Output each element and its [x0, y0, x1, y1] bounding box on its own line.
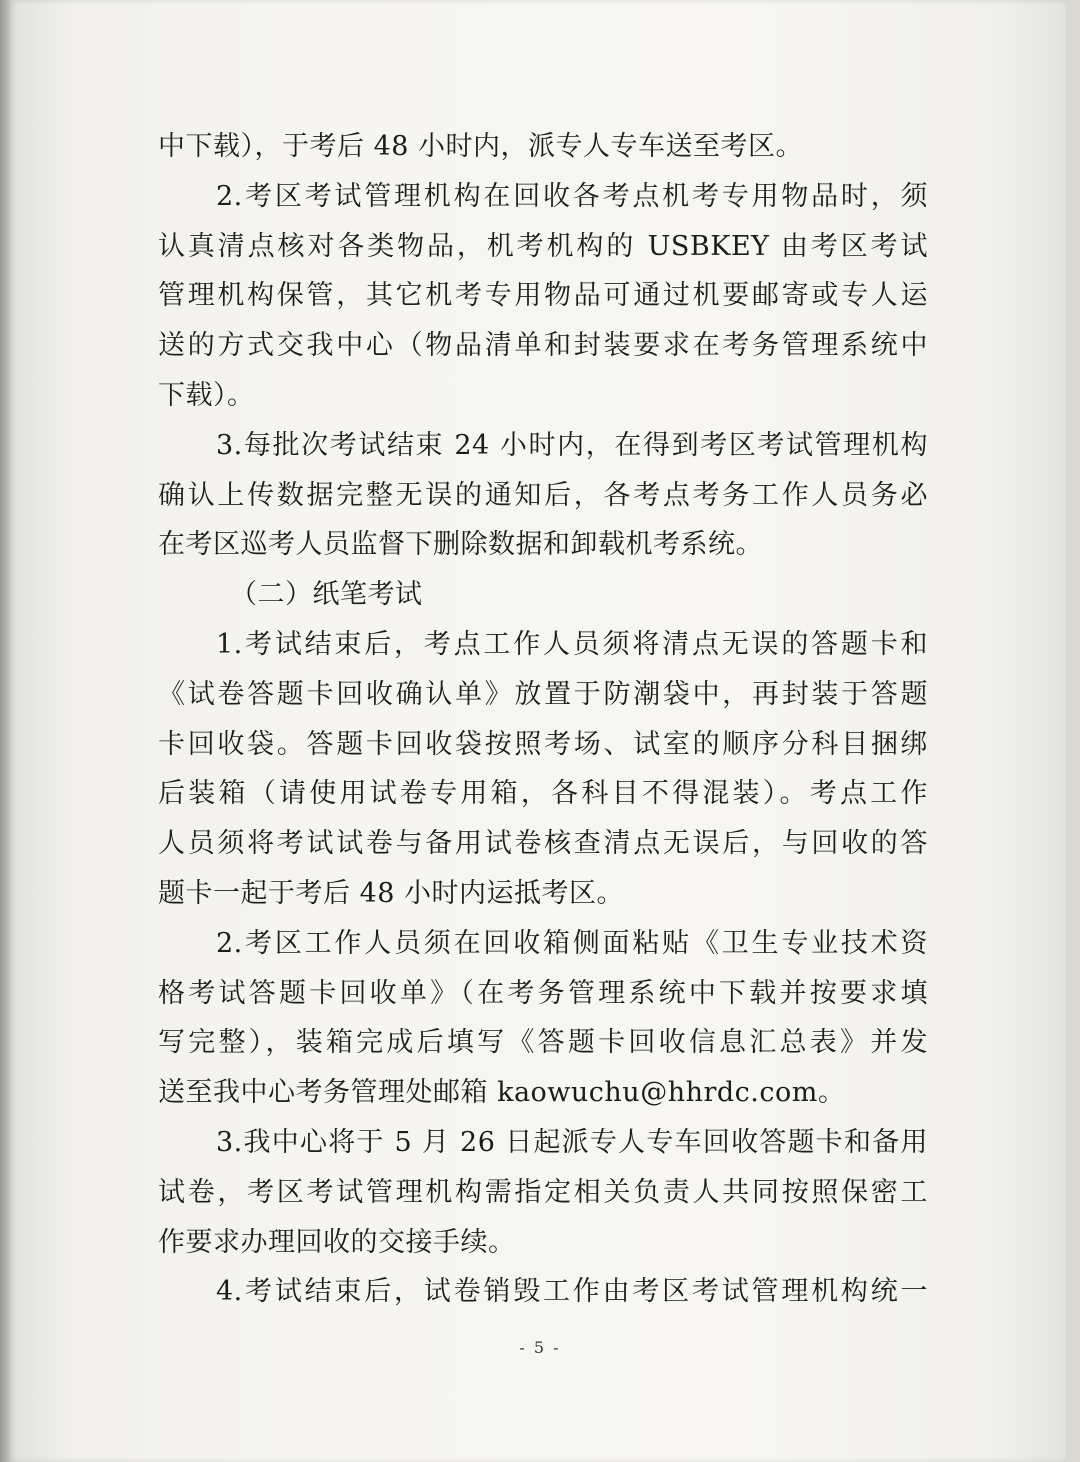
paragraph-line: 3.每批次考试结束 24 小时内，在得到考区考试管理机构 — [216, 429, 928, 461]
paragraph-line: 在考区巡考人员监督下删除数据和卸载机考系统。 — [158, 529, 763, 561]
paragraph-line: 下载）。 — [158, 379, 255, 411]
paragraph-line: 题卡一起于考后 48 小时内运抵考区。 — [158, 877, 625, 909]
paragraph-line: 中下载），于考后 48 小时内，派专人专车送至考区。 — [158, 131, 804, 162]
paragraph-line: 4.考试结束后，试卷销毁工作由考区考试管理机构统一 — [216, 1276, 928, 1308]
section-heading: （二）纸笔考试 — [230, 579, 423, 611]
paragraph-line: 人员须将考试试卷与备用试卷核查清点无误后，与回收的答 — [158, 828, 928, 860]
paragraph-line: 格考试答题卡回收单》（在考务管理系统中下载并按要求填 — [158, 977, 928, 1009]
paragraph-line: 2.考区考试管理机构在回收各考点机考专用物品时，须 — [216, 180, 928, 212]
paragraph-line: 2.考区工作人员须在回收箱侧面粘贴《卫生专业技术资 — [216, 927, 928, 959]
paragraph-line: 确认上传数据完整无误的通知后，各考点考务工作人员务必 — [158, 479, 928, 511]
paragraph-line: 卡回收袋。答题卡回收袋按照考场、试室的顺序分科目捆绑 — [158, 728, 928, 760]
paragraph-line: 送至我中心考务管理处邮箱 kaowuchu@hhrdc.com。 — [158, 1077, 846, 1109]
paragraph-line: 3.我中心将于 5 月 26 日起派专人专车回收答题卡和备用 — [216, 1126, 928, 1158]
paragraph-line: 写完整），装箱完成后填写《答题卡回收信息汇总表》并发 — [158, 1027, 928, 1059]
paragraph-line: 送的方式交我中心（物品清单和封装要求在考务管理系统中 — [158, 330, 928, 362]
document-body — [158, 122, 928, 1317]
paragraph-line: 试卷，考区考试管理机构需指定相关负责人共同按照保密工 — [158, 1176, 928, 1208]
paragraph-line: 管理机构保管，其它机考专用物品可通过机要邮寄或专人运 — [158, 280, 928, 312]
page-edge-shadow — [0, 0, 10, 1462]
paragraph-line: 1.考试结束后，考点工作人员须将清点无误的答题卡和 — [216, 628, 928, 660]
paragraph-line: 作要求办理回收的交接手续。 — [158, 1226, 516, 1258]
paragraph-line: 认真清点核对各类物品，机考机构的 USBKEY 由考区考试 — [158, 230, 928, 262]
paragraph-line: 《试卷答题卡回收确认单》放置于防潮袋中，再封装于答题 — [158, 678, 928, 710]
paragraph-line: 后装箱（请使用试卷专用箱，各科目不得混装）。考点工作 — [158, 778, 928, 810]
page-number: - 5 - — [519, 1338, 561, 1357]
